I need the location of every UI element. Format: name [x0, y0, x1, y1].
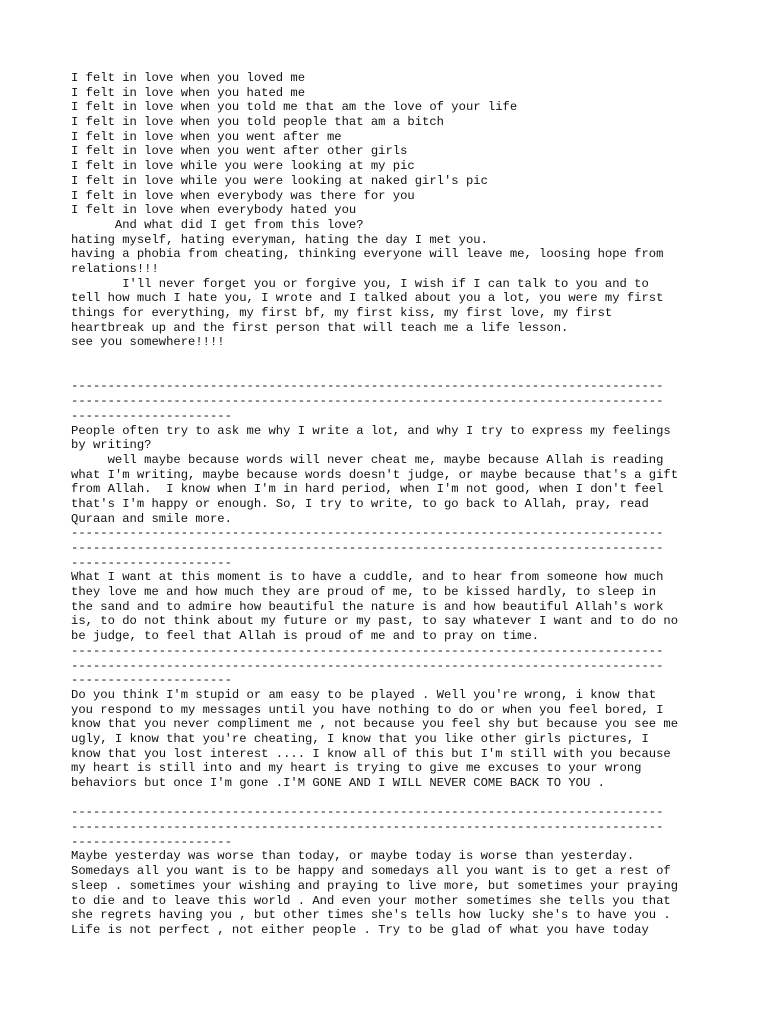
- text-line: to die and to leave this world . And even your mother sometimes she tells you that: [71, 893, 671, 908]
- separator-line: ---------------------------------------------------------------------------------: [71, 379, 664, 394]
- text-line: my heart is still into and my heart is trying to give me excuses to your wrong: [71, 761, 642, 776]
- separator: [71, 644, 701, 688]
- poem-block: [71, 71, 701, 350]
- text-line: Life is not perfect , not either people . Try to be glad of what you have today: [71, 922, 649, 937]
- document-page: [71, 71, 701, 938]
- text-line: ugly, I know that you're cheating, I know that you like other girls pictures, I: [71, 731, 649, 746]
- text-line: by writing?: [71, 438, 152, 453]
- section-want: [71, 570, 701, 643]
- text-line: relations!!!: [71, 261, 159, 276]
- text-line: from Allah. I know when I'm in hard period, when I'm not good, when I don't feel: [71, 482, 664, 497]
- text-line: I'll never forget you or forgive you, I wish if I can talk to you and to: [71, 276, 649, 291]
- text-line: I felt in love while you were looking at naked girl's pic: [71, 173, 488, 188]
- text-line: Quraan and smile more.: [71, 511, 232, 526]
- separator: [71, 805, 701, 849]
- separator-line: ----------------------: [71, 408, 232, 423]
- text-line: I felt in love when you went after other girls: [71, 144, 408, 159]
- text-line: Maybe yesterday was worse than today, or maybe today is worse than yesterday.: [71, 849, 635, 864]
- text-line: I felt in love while you were looking at my pic: [71, 159, 415, 174]
- separator: [71, 379, 701, 423]
- text-line: you respond to my messages until you have nothing to do or when you feel bored, I: [71, 702, 664, 717]
- text-line: And what did I get from this love?: [71, 217, 364, 232]
- text-line: I felt in love when everybody was there for you: [71, 188, 415, 203]
- separator-line: ---------------------------------------------------------------------------------: [71, 526, 664, 541]
- text-line: heartbreak up and the first person that will teach me a life lesson.: [71, 320, 569, 335]
- text-line: having a phobia from cheating, thinking everyone will leave me, loosing hope from: [71, 247, 664, 262]
- separator-line: ----------------------: [71, 834, 232, 849]
- text-line: the sand and to admire how beautiful the nature is and how beautiful Allah's work: [71, 599, 664, 614]
- text-line: sleep . sometimes your wishing and praying to live more, but sometimes your praying: [71, 878, 679, 893]
- separator-line: ---------------------------------------------------------------------------------: [71, 643, 664, 658]
- text-line: know that you lost interest .... I know all of this but I'm still with you because: [71, 746, 671, 761]
- text-line: I felt in love when you went after me: [71, 129, 342, 144]
- text-line: People often try to ask me why I write a lot, and why I try to express my feelings: [71, 423, 671, 438]
- text-line: see you somewhere!!!!: [71, 335, 225, 350]
- text-line: what I'm writing, maybe because words doesn't judge, or maybe because that's a gift: [71, 467, 679, 482]
- separator-line: ---------------------------------------------------------------------------------: [71, 820, 664, 835]
- separator-line: ---------------------------------------------------------------------------------: [71, 658, 664, 673]
- text-line: tell how much I hate you, I wrote and I talked about you a lot, you were my first: [71, 291, 664, 306]
- text-line: I felt in love when you told people that am a bitch: [71, 115, 444, 130]
- text-line: Do you think I'm stupid or am easy to be played . Well you're wrong, i know that: [71, 687, 657, 702]
- text-line: things for everything, my first bf, my first kiss, my first love, my first: [71, 306, 613, 320]
- separator-line: ----------------------: [71, 673, 232, 688]
- separator-line: ---------------------------------------------------------------------------------: [71, 394, 664, 409]
- section-yesterday: [71, 849, 701, 937]
- separator: [71, 526, 701, 570]
- text-line: I felt in love when everybody hated you: [71, 203, 357, 218]
- text-line: that's I'm happy or enough. So, I try to write, to go back to Allah, pray, read: [71, 496, 649, 511]
- text-line: Somedays all you want is to be happy and somedays all you want is to get a rest of: [71, 864, 671, 879]
- text-line: I felt in love when you told me that am the love of your life: [71, 100, 518, 115]
- section-writing: [71, 424, 701, 527]
- text-line: well maybe because words will never cheat me, maybe because Allah is reading: [71, 452, 664, 467]
- section-stupid: [71, 688, 701, 791]
- text-line: know that you never compliment me , not because you feel shy but because you see me: [71, 717, 679, 732]
- text-line: behaviors but once I'm gone .I'M GONE AND I WILL NEVER COME BACK TO YOU .: [71, 776, 605, 790]
- text-line: What I want at this moment is to have a cuddle, and to hear from someone how much: [71, 570, 664, 585]
- separator-line: ----------------------: [71, 555, 232, 570]
- text-line: they love me and how much they are proud of me, to be kissed hardly, to sleep in: [71, 585, 657, 600]
- text-line: hating myself, hating everyman, hating the day I met you.: [71, 232, 488, 247]
- separator-line: ---------------------------------------------------------------------------------: [71, 805, 664, 820]
- text-line: is, to do not think about my future or my past, to say whatever I want and to do no: [71, 614, 679, 629]
- text-line: be judge, to feel that Allah is proud of me and to pray on time.: [71, 629, 540, 644]
- text-line: I felt in love when you loved me: [71, 71, 306, 85]
- separator-line: ---------------------------------------------------------------------------------: [71, 541, 664, 555]
- text-line: she regrets having you , but other times she's tells how lucky she's to have you .: [71, 908, 671, 923]
- text-line: I felt in love when you hated me: [71, 85, 306, 100]
